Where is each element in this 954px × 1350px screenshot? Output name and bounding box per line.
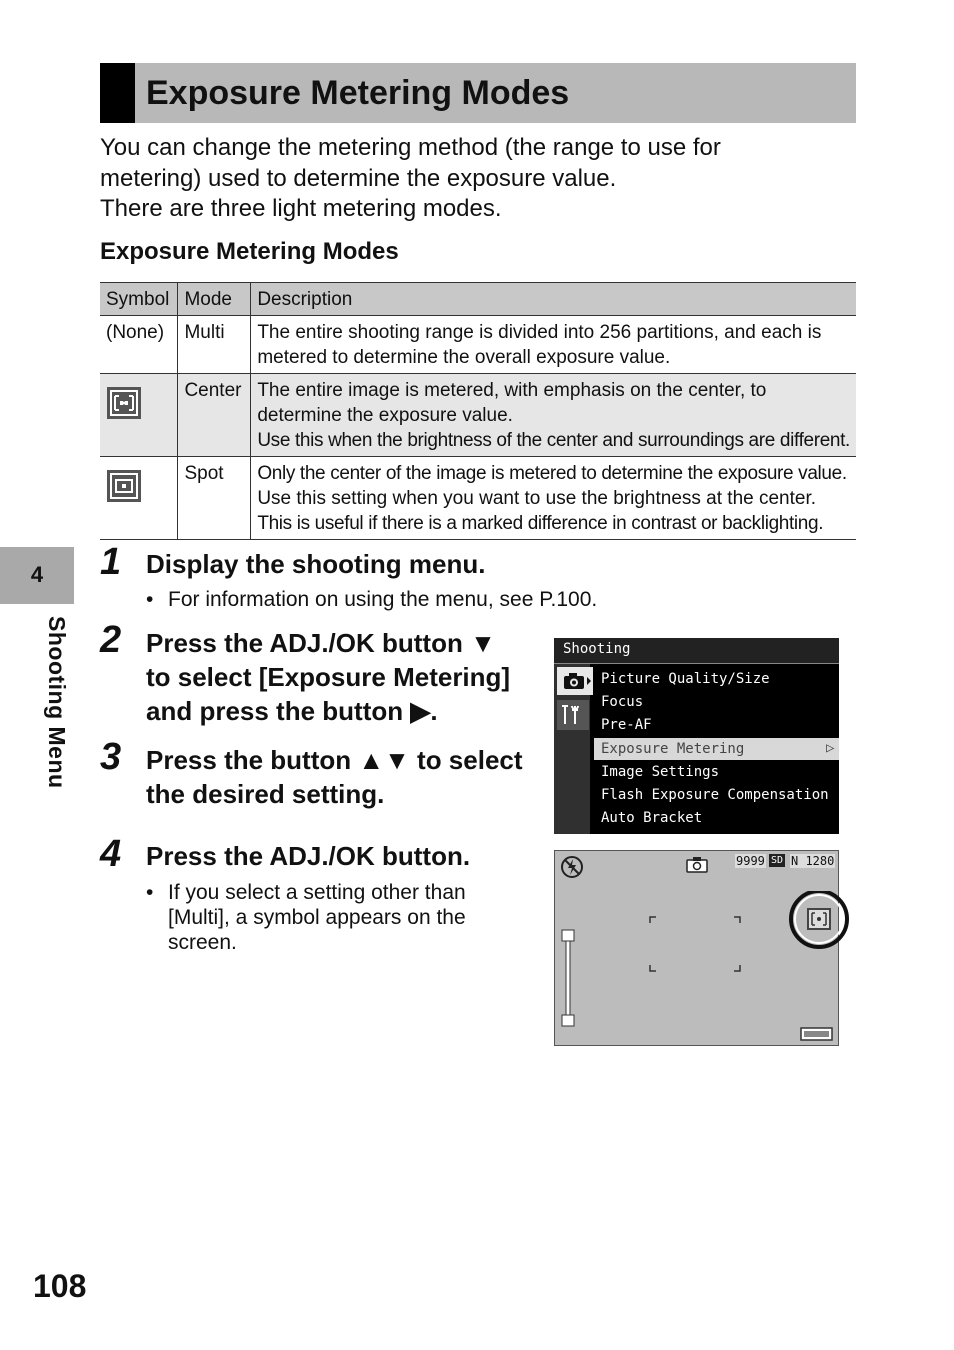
camera-menu-screen (554, 638, 839, 834)
shots-remaining: 9999 (736, 854, 765, 868)
step-text: the desired setting. (146, 779, 385, 809)
table-row (100, 374, 856, 457)
bullet-dot: • (146, 588, 154, 611)
description-line: determine the exposure value. (257, 405, 513, 426)
description-line: metered to determine the overall exposure value. (257, 347, 671, 368)
center-metering-icon (106, 386, 142, 420)
page-number: 108 (33, 1268, 87, 1304)
header-mode: Mode (178, 283, 251, 316)
spot-metering-icon (106, 469, 142, 503)
submenu-arrow-icon: ▷ (826, 740, 835, 756)
menu-item[interactable]: Flash Exposure Compensation (601, 787, 829, 803)
intro-line: You can change the metering method (the range to use for (100, 134, 721, 161)
menu-tab-shooting (557, 667, 593, 695)
menu-header-title: Shooting (563, 641, 631, 657)
menu-item-selected[interactable]: Exposure Metering (601, 741, 745, 757)
metering-modes-table (100, 282, 856, 540)
battery-icon (800, 1027, 834, 1041)
step-text: Display the shooting menu. (146, 549, 486, 579)
description-line: The entire image is metered, with emphasis on the center, to (257, 380, 767, 401)
description-line: Use this when the brightness of the center and surroundings are different. (257, 430, 850, 451)
page-title: Exposure Metering Modes (146, 74, 570, 112)
step-text: to select [Exposure Metering] (146, 662, 511, 692)
mode-cell: Spot (178, 457, 251, 540)
table-row (100, 457, 856, 540)
section-subtitle: Exposure Metering Modes (100, 238, 399, 265)
bullet-text: If you select a setting other than (168, 881, 466, 904)
header-symbol: Symbol (100, 283, 178, 316)
description-line: Only the center of the image is metered to determine the exposure value. (257, 463, 847, 484)
step-number: 1 (100, 541, 122, 583)
step-text: and press the button ▶. (146, 696, 438, 726)
description-cell (251, 374, 856, 457)
symbol-cell (100, 374, 178, 457)
step-number: 4 (100, 833, 122, 875)
menu-item[interactable]: Image Settings (601, 764, 720, 780)
step-number: 3 (100, 736, 122, 778)
description-cell (251, 457, 856, 540)
menu-item[interactable]: Picture Quality/Size (601, 671, 770, 687)
mode-cell: Center (178, 374, 251, 457)
title-marker (100, 63, 135, 123)
intro-line: There are three light metering modes. (100, 195, 502, 222)
mode-cell: Multi (178, 316, 251, 374)
menu-tab-setup (557, 700, 589, 730)
step-number: 2 (100, 619, 122, 661)
step-text: Press the button ▲▼ to select (146, 745, 523, 775)
intro-line: metering) used to determine the exposure value. (100, 165, 617, 192)
bullet-text: screen. (168, 931, 237, 954)
table-header-row (100, 283, 856, 316)
camera-live-view (554, 850, 839, 1046)
description-line: Use this setting when you want to use the brightness at the center. (257, 488, 817, 509)
description-cell (251, 316, 856, 374)
image-size-readout: N 1280 (791, 854, 835, 868)
symbol-cell (100, 457, 178, 540)
bullet-text: For information on using the menu, see P.100. (168, 588, 598, 611)
symbol-cell: (None) (100, 316, 178, 374)
zoom-bar (561, 929, 577, 1027)
description-line: This is useful if there is a marked difference in contrast or backlighting. (257, 513, 824, 534)
header-description: Description (257, 289, 353, 310)
chapter-label-text: Shooting Menu (44, 616, 70, 789)
chapter-label (42, 616, 72, 806)
wrench-icon (557, 700, 589, 730)
step-text: Press the ADJ./OK button. (146, 841, 471, 871)
menu-item[interactable]: Auto Bracket (601, 810, 703, 826)
menu-item[interactable]: Pre-AF (601, 717, 652, 733)
bullet-text: [Multi], a symbol appears on the (168, 906, 466, 929)
description-line: The entire shooting range is divided into 256 partitions, and each is (257, 322, 822, 343)
chapter-number: 4 (30, 562, 44, 587)
step-text: Press the ADJ./OK button ▼ (146, 628, 496, 658)
menu-item[interactable]: Focus (601, 694, 644, 710)
table-row (100, 316, 856, 374)
camera-icon (557, 667, 593, 695)
media-badge: SD (771, 855, 784, 866)
bullet-dot: • (146, 881, 154, 904)
metering-symbol-highlight (787, 891, 851, 955)
